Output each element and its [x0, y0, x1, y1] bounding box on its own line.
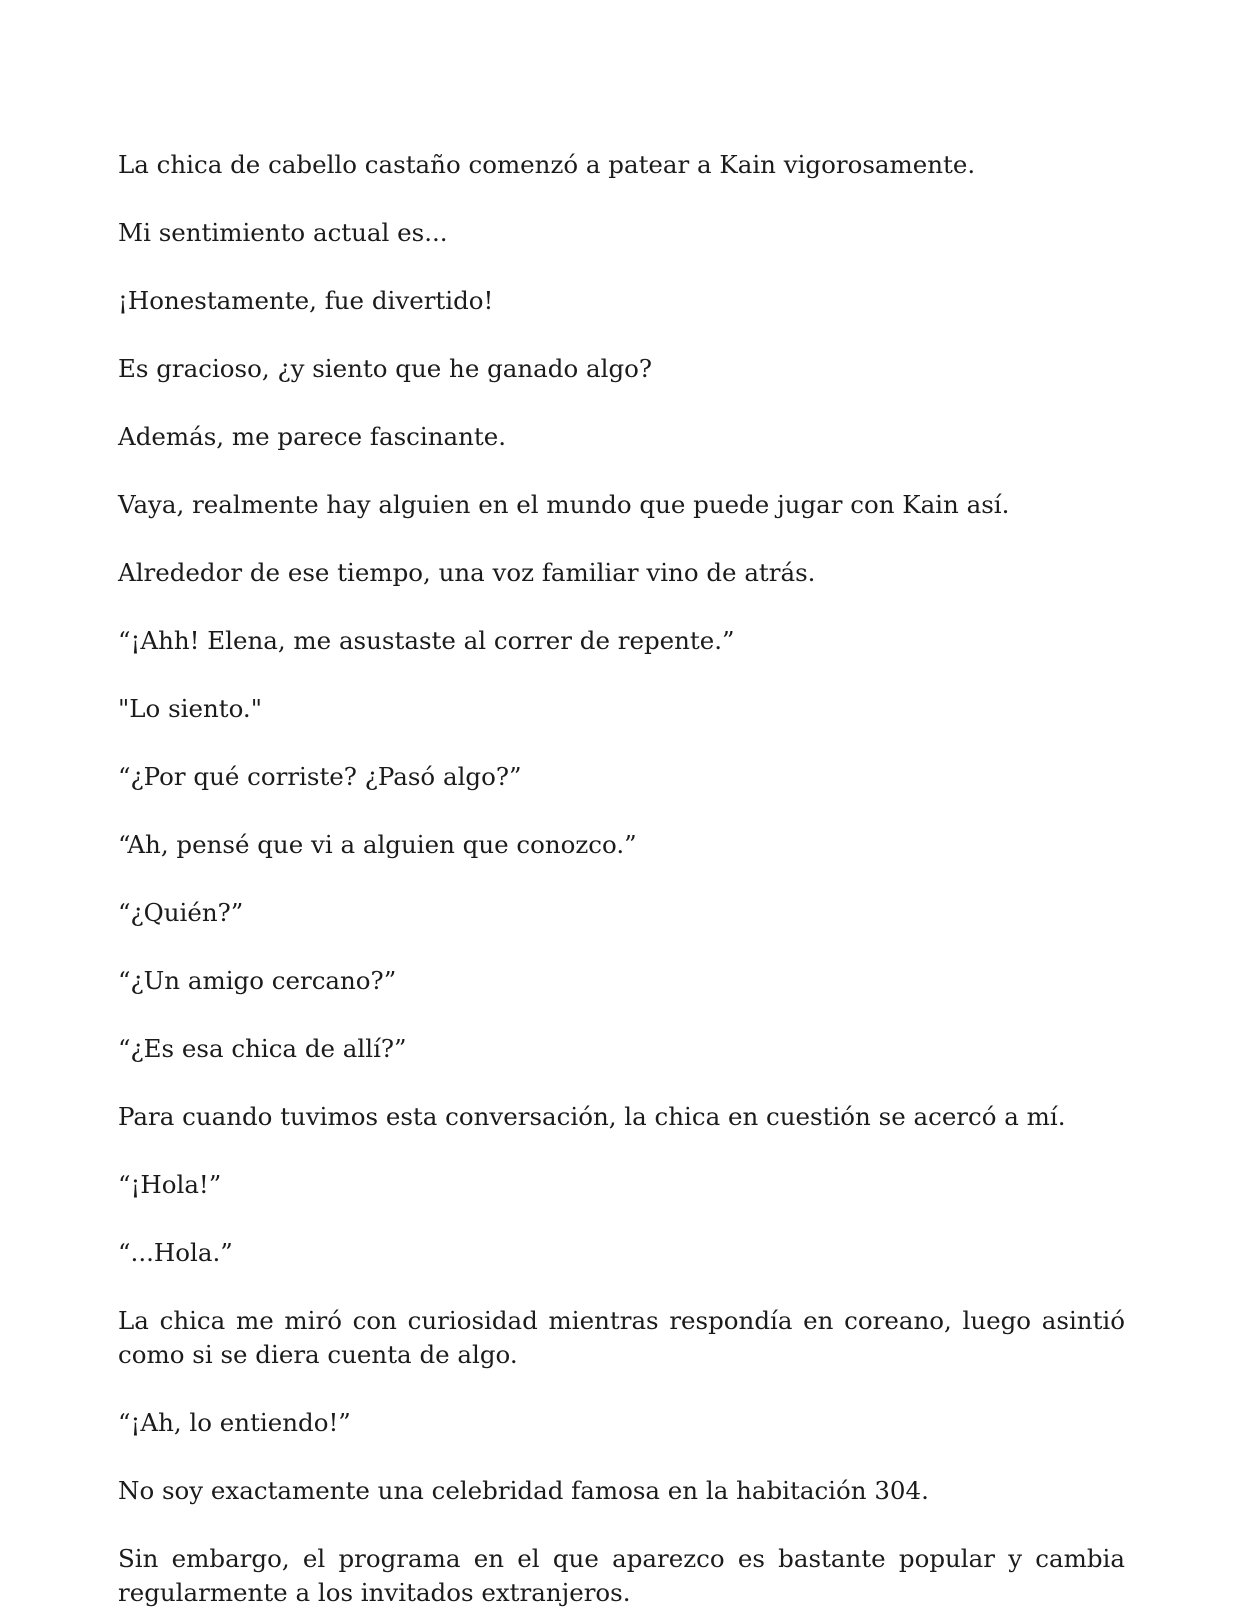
- paragraph: “¿Quién?”: [118, 898, 244, 927]
- paragraph: “¿Es esa chica de allí?”: [118, 1034, 407, 1063]
- paragraph: “...Hola.”: [118, 1238, 233, 1267]
- paragraph: Vaya, realmente hay alguien en el mundo que puede jugar con Kain así.: [118, 490, 1010, 519]
- paragraph: "Lo siento.": [118, 694, 262, 723]
- paragraph: Además, me parece fascinante.: [118, 422, 506, 451]
- document-body: [118, 148, 1125, 1617]
- paragraph: Es gracioso, ¿y siento que he ganado algo?: [118, 354, 653, 383]
- paragraph: Para cuando tuvimos esta conversación, la chica en cuestión se acercó a mí.: [118, 1102, 1066, 1131]
- paragraph: La chica de cabello castaño comenzó a patear a Kain vigorosamente.: [118, 150, 976, 179]
- paragraph: Mi sentimiento actual es...: [118, 218, 448, 247]
- paragraph: “¡Ah, lo entiendo!”: [118, 1408, 351, 1437]
- paragraph: ¡Honestamente, fue divertido!: [118, 286, 494, 315]
- paragraph: “Ah, pensé que vi a alguien que conozco.”: [118, 830, 637, 859]
- paragraph: “¿Un amigo cercano?”: [118, 966, 397, 995]
- paragraph: “¿Por qué corriste? ¿Pasó algo?”: [118, 762, 522, 791]
- paragraph: “¡Hola!”: [118, 1170, 222, 1199]
- paragraph: La chica me miró con curiosidad mientras respondía en coreano, luego asintió como si se diera cuenta de algo.: [118, 1306, 1125, 1369]
- paragraph: “¡Ahh! Elena, me asustaste al correr de repente.”: [118, 626, 735, 655]
- paragraph: No soy exactamente una celebridad famosa en la habitación 304.: [118, 1476, 929, 1505]
- paragraph: Sin embargo, el programa en el que aparezco es bastante popular y cambia regularmente a los invitados extranjeros.: [118, 1544, 1125, 1607]
- paragraph: Alrededor de ese tiempo, una voz familiar vino de atrás.: [118, 558, 816, 587]
